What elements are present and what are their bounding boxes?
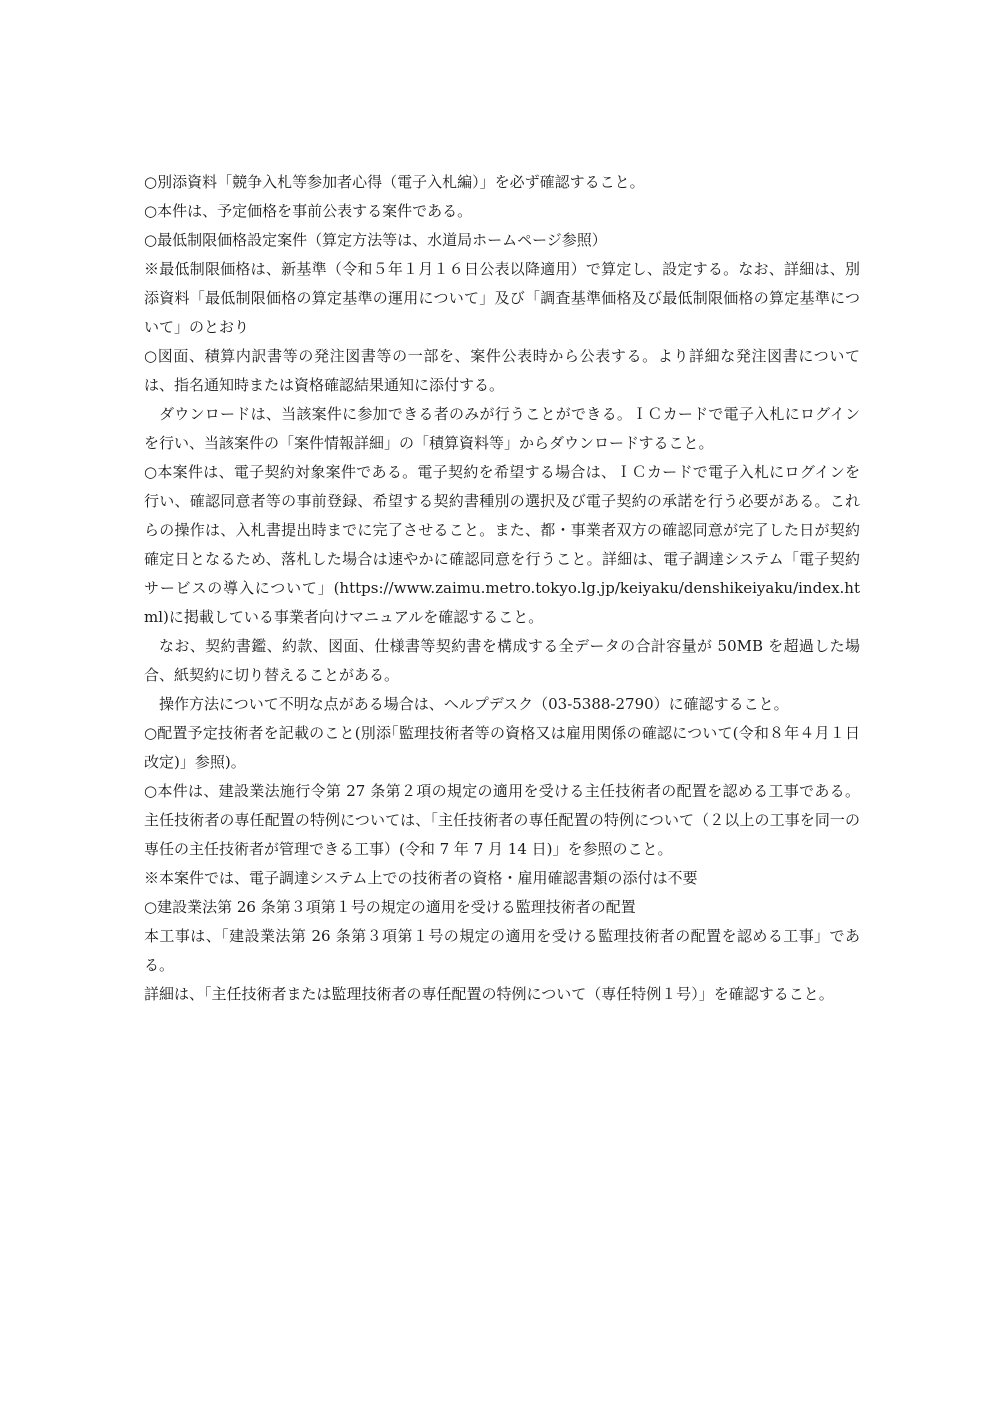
notice-special-case-details: 詳細は、「主任技術者または監理技術者の専任配置の特例について（専任特例１号）」を確認すること。	[144, 985, 834, 1003]
notice-chief-engineer-special-case: ○本件は、建設業法施行令第 27 条第２項の規定の適用を受ける主任技術者の配置を認める工事である。主任技術者の専任配置の特例については、「主任技術者の専任配置の特例について（２以上の工事を同一の専任の主任技術者が管理できる工事）(令和 7 年 7 月 14 日)」を参照のこと。	[144, 782, 860, 858]
notice-minimum-price-standard: ※最低制限価格は、新基準（令和５年１月１６日公表以降適用）で算定し、設定する。なお、詳細は、別添資料「最低制限価格の算定基準の運用について」及び「調査基準価格及び最低制限価格の算定基準について」のとおり	[144, 260, 860, 336]
notice-supervising-engineer-body: 本工事は、「建設業法第 26 条第３項第１号の規定の適用を受ける監理技術者の配置を認める工事」である。	[144, 927, 860, 974]
notice-download-instructions: ダウンロードは、当該案件に参加できる者のみが行うことができる。ＩＣカードで電子入札にログインを行い、当該案件の「案件情報詳細」の「積算資料等」からダウンロードすること。	[144, 405, 860, 452]
notice-competitive-bidding-guide: ○別添資料「競争入札等参加者心得（電子入札編）」を必ず確認すること。	[144, 173, 645, 191]
notice-minimum-price-setting: ○最低制限価格設定案件（算定方法等は、水道局ホームページ参照）	[144, 231, 607, 249]
notice-contract-data-size: なお、契約書鑑、約款、図面、仕様書等契約書を構成する全データの合計容量が 50MB を超過した場合、紙契約に切り替えることがある。	[144, 637, 860, 684]
notice-supervising-engineer-heading: ○建設業法第 26 条第３項第１号の規定の適用を受ける監理技術者の配置	[144, 898, 636, 916]
notice-engineer-assignment: ○配置予定技術者を記載のこと(別添｢監理技術者等の資格又は雇用関係の確認について(令和８年４月１日改定)」参照)。	[144, 724, 860, 771]
notice-no-attachment-required: ※本案件では、電子調達システム上での技術者の資格・雇用確認書類の添付は不要	[144, 869, 698, 887]
notice-estimated-price-disclosure: ○本件は、予定価格を事前公表する案件である。	[144, 202, 473, 220]
notice-electronic-contract: ○本案件は、電子契約対象案件である。電子契約を希望する場合は、ＩＣカードで電子入札にログインを行い、確認同意者等の事前登録、希望する契約書種別の選択及び電子契約の承諾を行う必要がある。これらの操作は、入札書提出時までに完了させること。また、都・事業者双方の確認同意が完了した日が契約確定日となるため、落札した場合は速やかに確認同意を行うこと。詳細は、電子調達システム「電子契約サービスの導入について」(https://www.zaimu.metro.tokyo.lg.jp/keiyaku/denshikeiyaku/index.html)に掲載している事業者向けマニュアルを確認すること。	[144, 463, 860, 626]
notice-helpdesk: 操作方法について不明な点がある場合は、ヘルプデスク（03-5388-2790）に確認すること。	[159, 695, 789, 713]
notice-drawings-publication: ○図面、積算内訳書等の発注図書等の一部を、案件公表時から公表する。より詳細な発注図書については、指名通知時または資格確認結果通知に添付する。	[144, 347, 860, 394]
document-body	[144, 168, 860, 1009]
